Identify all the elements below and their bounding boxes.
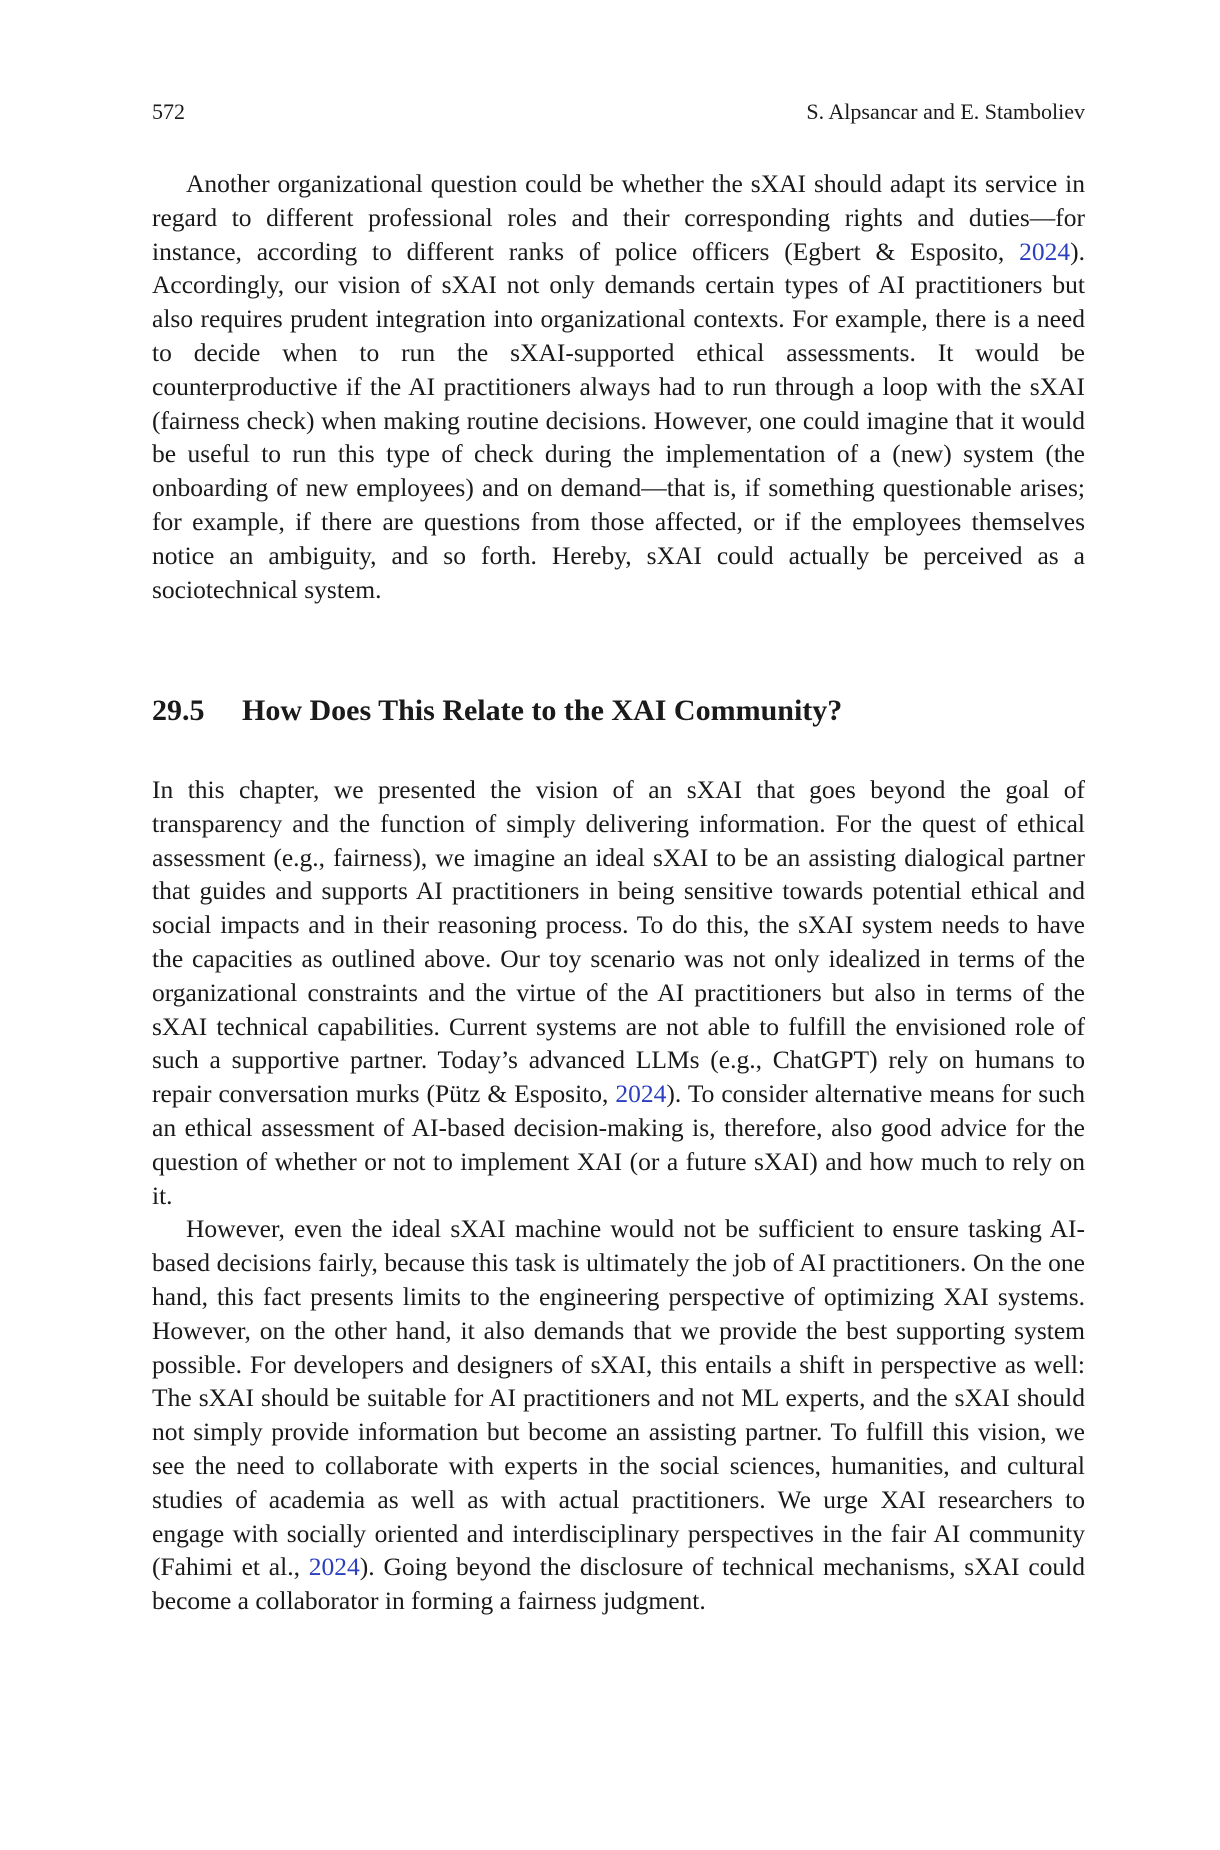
page-number: 572: [152, 99, 185, 124]
body-block-section: [152, 773, 1085, 1618]
section-heading: [152, 691, 1085, 731]
paragraph-text: ). To consider alternative means for such an ethical assessment of AI-based decision-making is, therefore, also good advice for the question of whether or not to implement XAI (or a future sXAI) and how much to rely on it.: [152, 1079, 1085, 1210]
running-head-authors: S. Alpsancar and E. Stamboliev: [806, 99, 1085, 124]
paragraph-organizational-question: [152, 167, 1085, 606]
citation-link-fahimi-2024[interactable]: 2024: [308, 1552, 360, 1582]
citation-link-putz-esposito-2024[interactable]: 2024: [615, 1079, 667, 1109]
body-block-top: [152, 167, 1085, 606]
paragraph-chapter-summary: [152, 773, 1085, 1212]
section-number: 29.5: [152, 694, 205, 727]
running-head: [152, 97, 1085, 127]
citation-link-egbert-esposito-2024[interactable]: 2024: [1019, 236, 1071, 266]
paragraph-ideal-sxai: [152, 1212, 1085, 1618]
paragraph-text: Another organizational question could be whether the sXAI should adapt its service in regard to different professional roles and their corresponding rights and duties—for instance, according to different ranks of police officers (Egbert & Esposito,: [152, 169, 1085, 266]
paragraph-text: ). Accordingly, our vision of sXAI not only demands certain types of AI practitioners but also requires prudent integration into organizational contexts. For example, there is a need to decide when to run the sXAI-supported ethical assessments. It would be counterproductive if the AI practitioners always had to run through a loop with the sXAI (fairness check) when making routine decisions. However, one could imagine that it would be useful to run this type of check during the implementation of a (new) system (the onboarding of new employees) and on demand—that is, if something questionable arises; for example, if there are questions from those affected, or if the employees themselves notice an ambiguity, and so forth. Hereby, sXAI could actually be perceived as a sociotechnical system.: [152, 236, 1085, 604]
section-title: How Does This Relate to the XAI Community?: [242, 694, 843, 727]
paragraph-text: In this chapter, we presented the vision of an sXAI that goes beyond the goal of transparency and the function of simply delivering information. For the quest of ethical assessment (e.g., fairness), we imagine an ideal sXAI to be an assisting dialogical partner that guides and supports AI practitioners in being sensitive towards potential ethical and social impacts and in their reasoning process. To do this, the sXAI system needs to have the capacities as outlined above. Our toy scenario was not only idealized in terms of the organizational constraints and the virtue of the AI practitioners but also in terms of the sXAI technical capabilities. Current systems are not able to fulfill the envisioned role of such a supportive partner. Today’s advanced LLMs (e.g., ChatGPT) rely on humans to repair conversation murks (Pütz & Esposito,: [152, 775, 1085, 1109]
paragraph-text: However, even the ideal sXAI machine would not be sufficient to ensure tasking AI-based decisions fairly, because this task is ultimately the job of AI practitioners. On the one hand, this fact presents limits to the engineering perspective of optimizing XAI systems. However, on the other hand, it also demands that we provide the best supporting system possible. For developers and designers of sXAI, this entails a shift in perspective as well: The sXAI should be suitable for AI practitioners and not ML experts, and the sXAI should not simply provide information but become an assisting partner. To fulfill this vision, we see the need to collaborate with experts in the social sciences, humanities, and cultural studies of academia as well as with actual practitioners. We urge XAI researchers to engage with socially oriented and interdisciplinary perspectives in the fair AI community (Fahimi et al.,: [152, 1214, 1085, 1582]
paragraph-text: ). Going beyond the disclosure of technical mechanisms, sXAI could become a collaborator in forming a fairness judgment.: [152, 1552, 1085, 1616]
